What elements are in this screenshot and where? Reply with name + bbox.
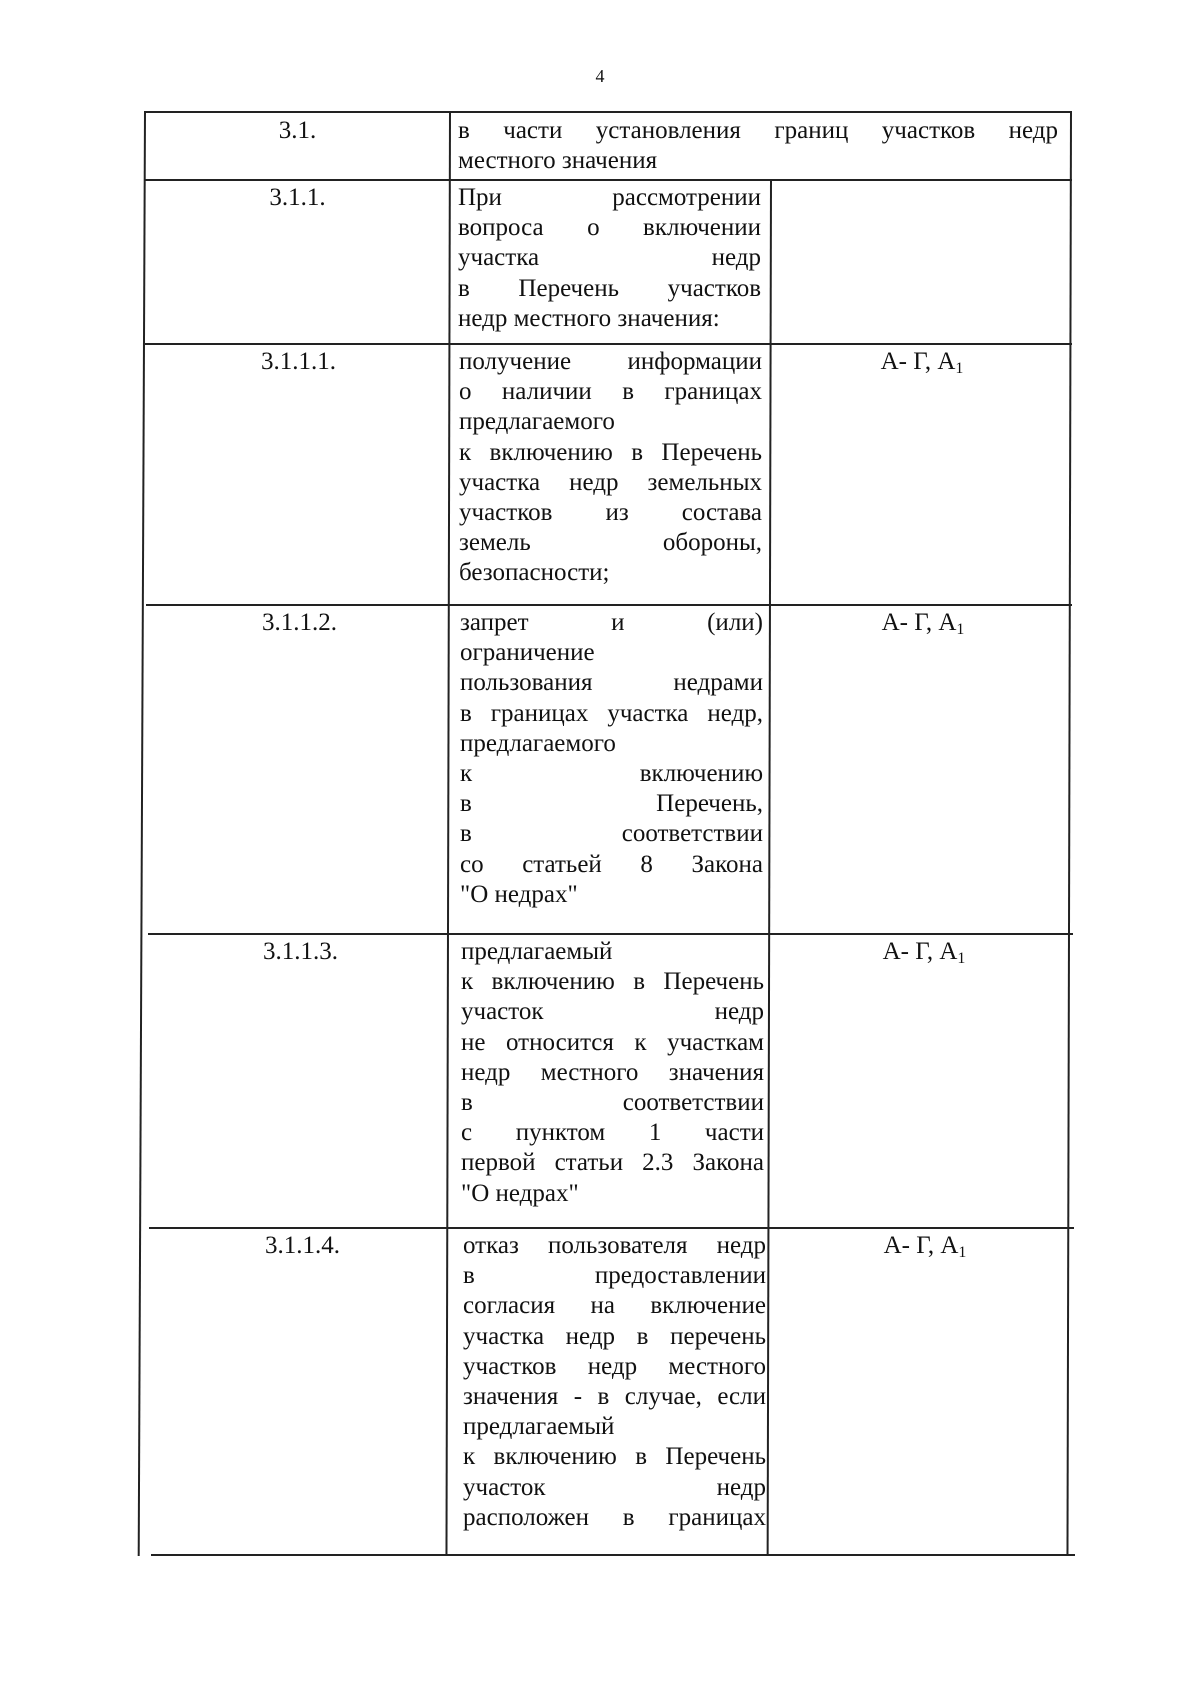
text-line: получение информации xyxy=(459,348,762,375)
row-text xyxy=(463,1231,766,1533)
text-line: участок недр xyxy=(463,1473,766,1501)
table-border-top xyxy=(144,111,1072,113)
code-subscript: 1 xyxy=(955,360,964,377)
row-number: 3.1.1. xyxy=(269,184,326,211)
row-number: 3.1.1.2. xyxy=(262,609,337,636)
text-line: недр местного значения xyxy=(461,1058,764,1086)
row-text xyxy=(461,937,764,1209)
text-line: предлагаемый xyxy=(461,938,613,965)
table-border-bottom xyxy=(151,1554,1075,1556)
text-line: ограничение xyxy=(460,639,595,667)
text-line: согласия на включение xyxy=(463,1292,766,1320)
code-main: А- Г, А xyxy=(883,1232,959,1259)
text-line: значения - в случае, если xyxy=(463,1383,766,1411)
text-line: участков недр местного xyxy=(463,1352,766,1380)
category-code xyxy=(772,347,1072,384)
column-divider xyxy=(445,111,451,1556)
text-line: в соответствии xyxy=(461,1089,764,1117)
code-subscript: 1 xyxy=(956,621,965,638)
category-code xyxy=(773,608,1073,645)
text-line: земель обороны, xyxy=(459,529,762,557)
text-line: отказ пользователя недр xyxy=(463,1232,766,1259)
row-divider xyxy=(144,179,1072,181)
text-line: безопасности; xyxy=(459,559,610,587)
text-line: не относится к участкам xyxy=(461,1028,764,1056)
text-line: участков из состава xyxy=(459,499,762,527)
text-line: в Перечень участков xyxy=(458,274,761,302)
text-line: предлагаемый xyxy=(463,1413,615,1441)
text-line: о наличии в границах xyxy=(459,378,762,406)
text-line: в границах участка недр, xyxy=(460,699,763,727)
code-main: А- Г, А xyxy=(881,609,957,636)
text-line: "О недрах" xyxy=(460,880,578,908)
text-line: к включению в Перечень xyxy=(463,1443,766,1471)
text-line: запрет и (или) xyxy=(460,609,763,636)
text-line: вопроса о включении xyxy=(458,214,761,242)
row-number: 3.1. xyxy=(278,117,317,144)
category-code xyxy=(774,937,1074,974)
text-line: первой статьи 2.3 Закона xyxy=(461,1149,764,1177)
text-line: местного значения xyxy=(458,147,658,175)
page-number: 4 xyxy=(595,66,605,86)
row-number: 3.1.1.3. xyxy=(263,938,338,965)
row-divider xyxy=(149,1227,1074,1229)
text-line: к включению в Перечень xyxy=(461,968,764,996)
column-divider xyxy=(767,179,772,1556)
table-border-right xyxy=(1066,111,1072,1556)
text-line: недр местного значения: xyxy=(458,304,720,332)
text-line: участка недр xyxy=(458,244,761,272)
code-subscript: 1 xyxy=(957,950,966,967)
code-subscript: 1 xyxy=(958,1244,967,1261)
table-border-left xyxy=(138,111,146,1556)
row-text xyxy=(458,116,1058,176)
text-line: в предоставлении xyxy=(463,1262,766,1290)
text-line: с пунктом 1 части xyxy=(461,1119,764,1147)
text-line: в Перечень, xyxy=(460,790,763,818)
code-main: А- Г, А xyxy=(882,938,958,965)
code-main: А- Г, А xyxy=(880,348,956,375)
row-number: 3.1.1.1. xyxy=(261,348,336,375)
text-line: участок недр xyxy=(461,998,764,1026)
text-line: расположен в границах xyxy=(463,1503,766,1531)
text-line: участка недр в перечень xyxy=(463,1322,766,1350)
row-number: 3.1.1.4. xyxy=(265,1232,340,1259)
row-divider xyxy=(148,933,1073,935)
text-line: в соответствии xyxy=(460,820,763,848)
text-line: к включению в Перечень xyxy=(459,438,762,466)
text-line: участка недр земельных xyxy=(459,468,762,496)
row-divider xyxy=(146,604,1072,606)
text-line: При рассмотрении xyxy=(458,184,761,211)
text-line: "О недрах" xyxy=(461,1179,579,1207)
text-line: в части установления границ участков недр xyxy=(458,117,1058,144)
text-line: пользования недрами xyxy=(460,669,763,697)
text-line: предлагаемого xyxy=(459,408,615,436)
row-text xyxy=(460,608,763,910)
row-divider xyxy=(145,343,1072,345)
row-text xyxy=(458,183,761,334)
text-line: к включению xyxy=(460,760,763,788)
text-line: предлагаемого xyxy=(460,729,616,757)
category-code xyxy=(775,1231,1075,1268)
row-text xyxy=(459,347,762,589)
text-line: со статьей 8 Закона xyxy=(460,850,763,878)
